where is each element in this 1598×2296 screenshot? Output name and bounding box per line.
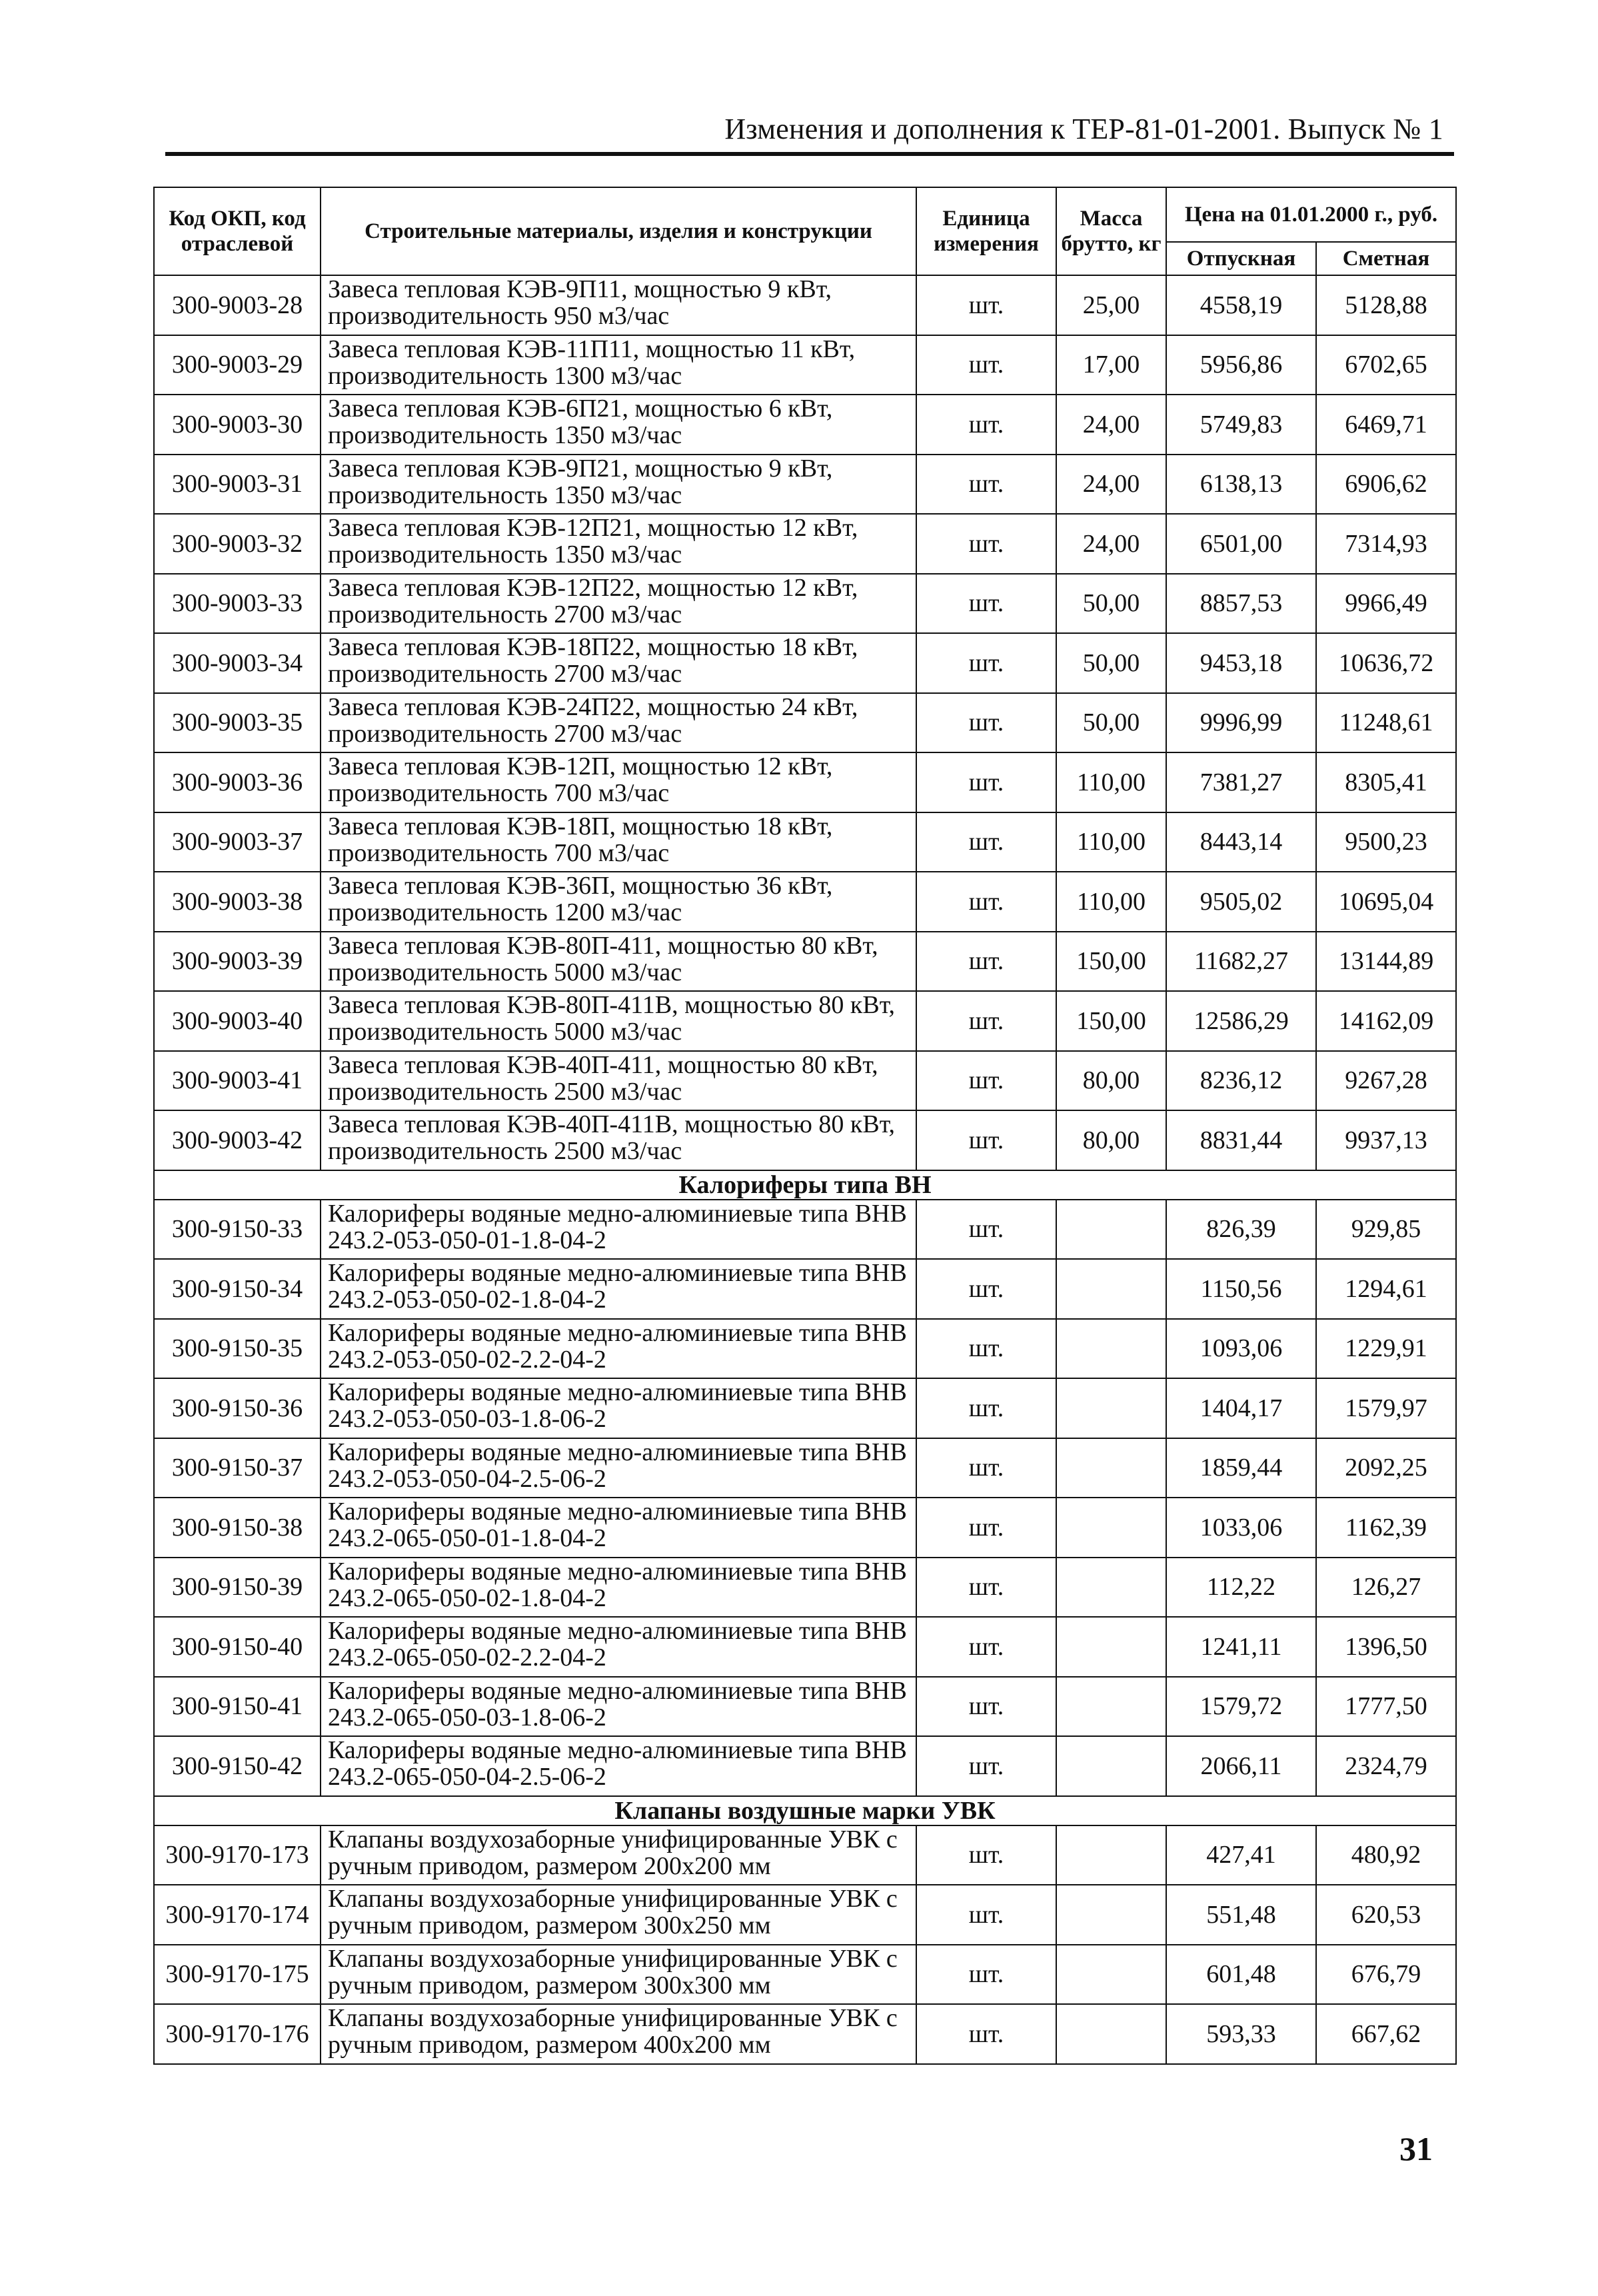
cell-mass: 110,00 xyxy=(1056,872,1166,932)
cell-name: Завеса тепловая КЭВ-12П21, мощностью 12 кВт, производительность 1350 м3/час xyxy=(321,514,916,574)
col-header-price: Цена на 01.01.2000 г., руб. xyxy=(1166,187,1456,242)
cell-mass xyxy=(1056,1259,1166,1319)
cell-name: Завеса тепловая КЭВ-12П, мощностью 12 кВт, производительность 700 м3/час xyxy=(321,752,916,812)
cell-unit: шт. xyxy=(916,1051,1056,1111)
header-rule xyxy=(165,152,1454,156)
table-row xyxy=(154,455,1456,515)
cell-unit: шт. xyxy=(916,1259,1056,1319)
cell-code: 300-9003-28 xyxy=(154,275,321,335)
cell-name: Клапаны воздухозаборные унифицированные УВК с ручным приводом, размером 300х250 мм xyxy=(321,1885,916,1945)
cell-price-release: 551,48 xyxy=(1166,1885,1316,1945)
cell-mass xyxy=(1056,1438,1166,1498)
cell-price-release: 1404,17 xyxy=(1166,1378,1316,1438)
cell-price-release: 6501,00 xyxy=(1166,514,1316,574)
cell-code: 300-9003-33 xyxy=(154,574,321,634)
cell-price-estimate: 10636,72 xyxy=(1316,633,1456,693)
cell-mass xyxy=(1056,1945,1166,2005)
cell-price-estimate: 1777,50 xyxy=(1316,1677,1456,1737)
page-number: 31 xyxy=(1399,2130,1433,2167)
cell-price-release: 11682,27 xyxy=(1166,932,1316,992)
cell-price-estimate: 667,62 xyxy=(1316,2004,1456,2064)
cell-unit: шт. xyxy=(916,395,1056,455)
cell-name: Завеса тепловая КЭВ-6П21, мощностью 6 кВт, производительность 1350 м3/час xyxy=(321,395,916,455)
cell-price-estimate: 2324,79 xyxy=(1316,1736,1456,1796)
cell-name: Завеса тепловая КЭВ-40П-411В, мощностью 80 кВт, производительность 2500 м3/час xyxy=(321,1110,916,1170)
cell-mass xyxy=(1056,1885,1166,1945)
cell-mass xyxy=(1056,1200,1166,1260)
cell-mass: 50,00 xyxy=(1056,633,1166,693)
cell-mass: 110,00 xyxy=(1056,752,1166,812)
cell-name: Калориферы водяные медно-алюминиевые типа ВНВ 243.2-065-050-02-1.8-04-2 xyxy=(321,1558,916,1618)
cell-price-release: 6138,13 xyxy=(1166,455,1316,515)
cell-mass xyxy=(1056,2004,1166,2064)
table-row xyxy=(154,1200,1456,1260)
cell-name: Завеса тепловая КЭВ-24П22, мощностью 24 кВт, производительность 2700 м3/час xyxy=(321,693,916,753)
cell-code: 300-9150-35 xyxy=(154,1319,321,1379)
cell-code: 300-9003-42 xyxy=(154,1110,321,1170)
cell-name: Завеса тепловая КЭВ-18П22, мощностью 18 кВт, производительность 2700 м3/час xyxy=(321,633,916,693)
cell-price-estimate: 620,53 xyxy=(1316,1885,1456,1945)
cell-name: Завеса тепловая КЭВ-40П-411, мощностью 80 кВт, производительность 2500 м3/час xyxy=(321,1051,916,1111)
cell-price-estimate: 9966,49 xyxy=(1316,574,1456,634)
cell-code: 300-9150-38 xyxy=(154,1498,321,1558)
cell-mass: 17,00 xyxy=(1056,335,1166,395)
cell-price-release: 593,33 xyxy=(1166,2004,1316,2064)
cell-code: 300-9170-176 xyxy=(154,2004,321,2064)
cell-unit: шт. xyxy=(916,1617,1056,1677)
cell-unit: шт. xyxy=(916,1200,1056,1260)
cell-name: Завеса тепловая КЭВ-36П, мощностью 36 кВт, производительность 1200 м3/час xyxy=(321,872,916,932)
cell-unit: шт. xyxy=(916,1498,1056,1558)
cell-code: 300-9003-40 xyxy=(154,991,321,1051)
cell-code: 300-9003-38 xyxy=(154,872,321,932)
table-row xyxy=(154,395,1456,455)
col-header-unit: Единица измерения xyxy=(916,187,1056,275)
cell-name: Калориферы водяные медно-алюминиевые типа ВНВ 243.2-053-050-02-1.8-04-2 xyxy=(321,1259,916,1319)
cell-code: 300-9003-41 xyxy=(154,1051,321,1111)
cell-price-release: 8236,12 xyxy=(1166,1051,1316,1111)
cell-unit: шт. xyxy=(916,1945,1056,2005)
cell-code: 300-9170-174 xyxy=(154,1885,321,1945)
table-row xyxy=(154,514,1456,574)
table-row xyxy=(154,1885,1456,1945)
cell-unit: шт. xyxy=(916,1677,1056,1737)
cell-name: Калориферы водяные медно-алюминиевые типа ВНВ 243.2-053-050-03-1.8-06-2 xyxy=(321,1378,916,1438)
cell-price-estimate: 9500,23 xyxy=(1316,812,1456,872)
table-row xyxy=(154,991,1456,1051)
cell-code: 300-9003-37 xyxy=(154,812,321,872)
table-row xyxy=(154,633,1456,693)
cell-mass xyxy=(1056,1736,1166,1796)
cell-price-release: 427,41 xyxy=(1166,1825,1316,1885)
cell-code: 300-9003-32 xyxy=(154,514,321,574)
cell-unit: шт. xyxy=(916,275,1056,335)
table-row xyxy=(154,1558,1456,1618)
cell-price-release: 8831,44 xyxy=(1166,1110,1316,1170)
cell-mass xyxy=(1056,1825,1166,1885)
cell-price-estimate: 2092,25 xyxy=(1316,1438,1456,1498)
cell-mass: 24,00 xyxy=(1056,455,1166,515)
table-row xyxy=(154,693,1456,753)
cell-price-estimate: 9267,28 xyxy=(1316,1051,1456,1111)
cell-unit: шт. xyxy=(916,2004,1056,2064)
cell-unit: шт. xyxy=(916,932,1056,992)
cell-price-estimate: 1294,61 xyxy=(1316,1259,1456,1319)
page-header: Изменения и дополнения к ТЕР-81-01-2001. Выпуск № 1 xyxy=(724,113,1443,145)
table-row xyxy=(154,1677,1456,1737)
cell-price-release: 1033,06 xyxy=(1166,1498,1316,1558)
col-header-price-estimate: Сметная xyxy=(1316,242,1456,275)
cell-code: 300-9150-41 xyxy=(154,1677,321,1737)
cell-code: 300-9003-39 xyxy=(154,932,321,992)
cell-price-estimate: 11248,61 xyxy=(1316,693,1456,753)
cell-price-estimate: 1162,39 xyxy=(1316,1498,1456,1558)
cell-name: Калориферы водяные медно-алюминиевые типа ВНВ 243.2-065-050-02-2.2-04-2 xyxy=(321,1617,916,1677)
cell-code: 300-9003-36 xyxy=(154,752,321,812)
cell-unit: шт. xyxy=(916,1558,1056,1618)
cell-unit: шт. xyxy=(916,574,1056,634)
col-header-name: Строительные материалы, изделия и конструкции xyxy=(321,187,916,275)
cell-unit: шт. xyxy=(916,514,1056,574)
cell-mass: 80,00 xyxy=(1056,1110,1166,1170)
cell-name: Калориферы водяные медно-алюминиевые типа ВНВ 243.2-065-050-01-1.8-04-2 xyxy=(321,1498,916,1558)
cell-unit: шт. xyxy=(916,1438,1056,1498)
cell-unit: шт. xyxy=(916,1110,1056,1170)
cell-mass: 24,00 xyxy=(1056,395,1166,455)
cell-price-release: 9453,18 xyxy=(1166,633,1316,693)
cell-code: 300-9170-175 xyxy=(154,1945,321,2005)
table-row xyxy=(154,1378,1456,1438)
table-row xyxy=(154,574,1456,634)
cell-price-release: 12586,29 xyxy=(1166,991,1316,1051)
cell-price-estimate: 14162,09 xyxy=(1316,991,1456,1051)
cell-name: Калориферы водяные медно-алюминиевые типа ВНВ 243.2-065-050-03-1.8-06-2 xyxy=(321,1677,916,1737)
cell-code: 300-9003-35 xyxy=(154,693,321,753)
table-row xyxy=(154,1259,1456,1319)
cell-code: 300-9150-37 xyxy=(154,1438,321,1498)
cell-mass: 50,00 xyxy=(1056,693,1166,753)
table-row xyxy=(154,1945,1456,2005)
cell-price-estimate: 5128,88 xyxy=(1316,275,1456,335)
cell-unit: шт. xyxy=(916,812,1056,872)
cell-code: 300-9003-31 xyxy=(154,455,321,515)
cell-unit: шт. xyxy=(916,1885,1056,1945)
cell-mass xyxy=(1056,1677,1166,1737)
cell-unit: шт. xyxy=(916,752,1056,812)
cell-code: 300-9150-40 xyxy=(154,1617,321,1677)
cell-name: Завеса тепловая КЭВ-18П, мощностью 18 кВт, производительность 700 м3/час xyxy=(321,812,916,872)
cell-name: Калориферы водяные медно-алюминиевые типа ВНВ 243.2-053-050-04-2.5-06-2 xyxy=(321,1438,916,1498)
cell-price-estimate: 13144,89 xyxy=(1316,932,1456,992)
table-row xyxy=(154,1438,1456,1498)
cell-name: Завеса тепловая КЭВ-12П22, мощностью 12 кВт, производительность 2700 м3/час xyxy=(321,574,916,634)
col-header-code: Код ОКП, код отраслевой xyxy=(154,187,321,275)
cell-name: Завеса тепловая КЭВ-9П21, мощностью 9 кВт, производительность 1350 м3/час xyxy=(321,455,916,515)
cell-price-estimate: 6469,71 xyxy=(1316,395,1456,455)
cell-price-release: 9996,99 xyxy=(1166,693,1316,753)
cell-mass xyxy=(1056,1378,1166,1438)
cell-name: Калориферы водяные медно-алюминиевые типа ВНВ 243.2-065-050-04-2.5-06-2 xyxy=(321,1736,916,1796)
cell-price-release: 9505,02 xyxy=(1166,872,1316,932)
cell-price-estimate: 126,27 xyxy=(1316,1558,1456,1618)
cell-price-release: 601,48 xyxy=(1166,1945,1316,2005)
table-row xyxy=(154,932,1456,992)
cell-code: 300-9150-33 xyxy=(154,1200,321,1260)
table-row xyxy=(154,752,1456,812)
cell-price-estimate: 7314,93 xyxy=(1316,514,1456,574)
cell-price-estimate: 10695,04 xyxy=(1316,872,1456,932)
cell-price-estimate: 6702,65 xyxy=(1316,335,1456,395)
section-row xyxy=(154,1170,1456,1200)
cell-code: 300-9150-42 xyxy=(154,1736,321,1796)
cell-unit: шт. xyxy=(916,1825,1056,1885)
cell-price-estimate: 480,92 xyxy=(1316,1825,1456,1885)
section-row xyxy=(154,1796,1456,1825)
table-row xyxy=(154,1825,1456,1885)
cell-mass: 150,00 xyxy=(1056,991,1166,1051)
cell-unit: шт. xyxy=(916,991,1056,1051)
cell-mass xyxy=(1056,1498,1166,1558)
cell-unit: шт. xyxy=(916,633,1056,693)
cell-unit: шт. xyxy=(916,872,1056,932)
table-row xyxy=(154,1617,1456,1677)
cell-price-release: 5749,83 xyxy=(1166,395,1316,455)
cell-price-estimate: 929,85 xyxy=(1316,1200,1456,1260)
cell-mass xyxy=(1056,1617,1166,1677)
cell-name: Завеса тепловая КЭВ-80П-411В, мощностью 80 кВт, производительность 5000 м3/час xyxy=(321,991,916,1051)
cell-name: Клапаны воздухозаборные унифицированные УВК с ручным приводом, размером 200х200 мм xyxy=(321,1825,916,1885)
cell-unit: шт. xyxy=(916,1319,1056,1379)
cell-unit: шт. xyxy=(916,693,1056,753)
cell-code: 300-9003-29 xyxy=(154,335,321,395)
cell-name: Завеса тепловая КЭВ-80П-411, мощностью 80 кВт, производительность 5000 м3/час xyxy=(321,932,916,992)
cell-code: 300-9150-39 xyxy=(154,1558,321,1618)
cell-name: Завеса тепловая КЭВ-9П11, мощностью 9 кВт, производительность 950 м3/час xyxy=(321,275,916,335)
cell-mass: 80,00 xyxy=(1056,1051,1166,1111)
cell-unit: шт. xyxy=(916,335,1056,395)
table-row xyxy=(154,812,1456,872)
section-title: Клапаны воздушные марки УВК xyxy=(154,1796,1456,1825)
cell-price-release: 1859,44 xyxy=(1166,1438,1316,1498)
col-header-mass: Масса брутто, кг xyxy=(1056,187,1166,275)
cell-unit: шт. xyxy=(916,455,1056,515)
table-row xyxy=(154,1051,1456,1111)
cell-name: Калориферы водяные медно-алюминиевые типа ВНВ 243.2-053-050-01-1.8-04-2 xyxy=(321,1200,916,1260)
cell-price-estimate: 676,79 xyxy=(1316,1945,1456,2005)
cell-price-estimate: 6906,62 xyxy=(1316,455,1456,515)
col-header-price-release: Отпускная xyxy=(1166,242,1316,275)
cell-price-estimate: 8305,41 xyxy=(1316,752,1456,812)
cell-price-release: 112,22 xyxy=(1166,1558,1316,1618)
cell-price-estimate: 1579,97 xyxy=(1316,1378,1456,1438)
price-table xyxy=(153,187,1457,2065)
cell-name: Клапаны воздухозаборные унифицированные УВК с ручным приводом, размером 300х300 мм xyxy=(321,1945,916,2005)
cell-price-release: 4558,19 xyxy=(1166,275,1316,335)
cell-name: Клапаны воздухозаборные унифицированные УВК с ручным приводом, размером 400х200 мм xyxy=(321,2004,916,2064)
cell-code: 300-9150-34 xyxy=(154,1259,321,1319)
cell-code: 300-9150-36 xyxy=(154,1378,321,1438)
cell-code: 300-9003-30 xyxy=(154,395,321,455)
table-row xyxy=(154,2004,1456,2064)
table-row xyxy=(154,275,1456,335)
cell-mass xyxy=(1056,1319,1166,1379)
cell-mass xyxy=(1056,1558,1166,1618)
cell-price-release: 1150,56 xyxy=(1166,1259,1316,1319)
cell-code: 300-9003-34 xyxy=(154,633,321,693)
cell-price-release: 826,39 xyxy=(1166,1200,1316,1260)
cell-price-release: 2066,11 xyxy=(1166,1736,1316,1796)
cell-price-release: 8857,53 xyxy=(1166,574,1316,634)
cell-code: 300-9170-173 xyxy=(154,1825,321,1885)
section-title: Калориферы типа ВН xyxy=(154,1170,1456,1200)
cell-name: Калориферы водяные медно-алюминиевые типа ВНВ 243.2-053-050-02-2.2-04-2 xyxy=(321,1319,916,1379)
cell-price-release: 7381,27 xyxy=(1166,752,1316,812)
cell-unit: шт. xyxy=(916,1378,1056,1438)
table-row xyxy=(154,1498,1456,1558)
table-row xyxy=(154,335,1456,395)
cell-price-release: 1241,11 xyxy=(1166,1617,1316,1677)
cell-price-release: 5956,86 xyxy=(1166,335,1316,395)
cell-mass: 150,00 xyxy=(1056,932,1166,992)
table-row xyxy=(154,1736,1456,1796)
cell-price-estimate: 1229,91 xyxy=(1316,1319,1456,1379)
cell-mass: 110,00 xyxy=(1056,812,1166,872)
table-row xyxy=(154,1110,1456,1170)
cell-price-estimate: 9937,13 xyxy=(1316,1110,1456,1170)
cell-price-release: 8443,14 xyxy=(1166,812,1316,872)
cell-mass: 25,00 xyxy=(1056,275,1166,335)
cell-name: Завеса тепловая КЭВ-11П11, мощностью 11 кВт, производительность 1300 м3/час xyxy=(321,335,916,395)
cell-mass: 50,00 xyxy=(1056,574,1166,634)
cell-unit: шт. xyxy=(916,1736,1056,1796)
cell-price-release: 1093,06 xyxy=(1166,1319,1316,1379)
cell-price-estimate: 1396,50 xyxy=(1316,1617,1456,1677)
cell-price-release: 1579,72 xyxy=(1166,1677,1316,1737)
table-row xyxy=(154,872,1456,932)
cell-mass: 24,00 xyxy=(1056,514,1166,574)
table-row xyxy=(154,1319,1456,1379)
